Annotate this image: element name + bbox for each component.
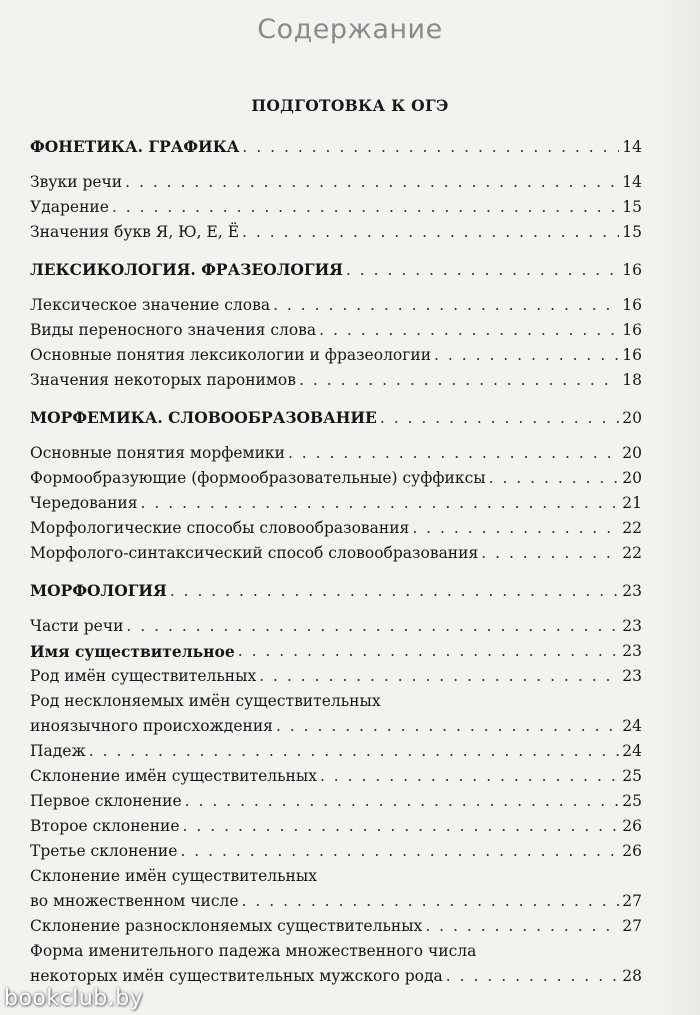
- toc-entry-text: Чередования: [30, 494, 138, 512]
- dot-leader: [288, 441, 619, 466]
- toc-entry[interactable]: [30, 343, 642, 368]
- toc-page-number: 14: [622, 138, 642, 156]
- toc-entry-text: Третье склонение: [30, 842, 178, 860]
- toc-page-number: 20: [622, 469, 642, 487]
- toc-page-number: 23: [622, 667, 642, 685]
- toc-page-number: 14: [622, 173, 642, 191]
- toc-entry[interactable]: [30, 764, 642, 789]
- toc-entry-text: Род имён существительных: [30, 667, 257, 685]
- dot-leader: [273, 293, 619, 318]
- toc-page-number: 16: [622, 261, 642, 279]
- toc-entry[interactable]: [30, 664, 642, 689]
- dot-leader: [380, 401, 619, 435]
- toc-page-number: 15: [622, 223, 642, 241]
- toc-entry-text: Морфологические способы словообразования: [30, 519, 410, 537]
- watermark-text: bookclub.by: [4, 986, 144, 1011]
- toc-entry-text: Значения букв Я, Ю, Е, Ё: [30, 223, 240, 241]
- dot-leader: [276, 714, 619, 739]
- toc-entry[interactable]: [30, 814, 642, 839]
- toc-entry-text-line2: иноязычного происхождения: [30, 717, 273, 735]
- toc-heading-text: МОРФЕМИКА. СЛОВООБРАЗОВАНИЕ: [30, 408, 377, 427]
- toc-entry[interactable]: [30, 789, 642, 814]
- dot-leader: [183, 814, 620, 839]
- toc-entry-text: Второе склонение: [30, 817, 180, 835]
- toc-page-number: 28: [622, 967, 642, 985]
- toc-page-number: 25: [622, 767, 642, 785]
- dot-leader: [242, 220, 619, 245]
- toc-entry-text-line1: Форма именительного падежа множественного числа: [30, 942, 477, 960]
- toc-entry[interactable]: [30, 220, 642, 245]
- toc-page-number: 23: [622, 617, 642, 635]
- page-title: Содержание: [257, 14, 443, 45]
- toc-section-morphology: [30, 574, 642, 989]
- toc-entry-text: Виды переносного значения слова: [30, 321, 317, 339]
- toc-entry[interactable]: [30, 541, 642, 566]
- toc-page-number: 26: [622, 842, 642, 860]
- toc-page-number: 21: [622, 494, 642, 512]
- dot-leader: [141, 491, 620, 516]
- dot-leader: [259, 664, 619, 689]
- dot-leader: [489, 466, 620, 491]
- toc-page-number: 23: [622, 582, 642, 600]
- toc-page-number: 27: [622, 917, 642, 935]
- toc-page-number: 24: [622, 717, 642, 735]
- toc-entry-text-line2: во множественном числе: [30, 892, 239, 910]
- dot-leader: [242, 130, 619, 164]
- toc-entry-multiline[interactable]: [30, 864, 642, 914]
- toc-entry[interactable]: [30, 441, 642, 466]
- toc-entry-text: Морфолого-синтаксический способ словообразования: [30, 544, 479, 562]
- toc-entry-text: Склонение имён существительных: [30, 767, 317, 785]
- toc-section-phonetics: [30, 130, 642, 245]
- toc-page-number: 20: [622, 444, 642, 462]
- toc-section-morphemics: [30, 401, 642, 566]
- dot-leader: [299, 368, 619, 393]
- toc-page-number: 22: [622, 519, 642, 537]
- toc-section-heading[interactable]: [30, 253, 642, 287]
- toc-page-number: 22: [622, 544, 642, 562]
- toc-page-number: 24: [622, 742, 642, 760]
- toc-entry-text-line1: Склонение имён существительных: [30, 867, 317, 885]
- toc-entry[interactable]: [30, 839, 642, 864]
- toc-entry-text: Формообразующие (формообразовательные) суффиксы: [30, 469, 486, 487]
- toc-page-number: 27: [622, 892, 642, 910]
- toc-entry-text: Звуки речи: [30, 173, 123, 191]
- dot-leader: [125, 170, 619, 195]
- toc-entry-text: Ударение: [30, 198, 109, 216]
- toc-page-number: 25: [622, 792, 642, 810]
- dot-leader: [126, 614, 619, 639]
- toc-page-number: 16: [622, 296, 642, 314]
- toc-entry-text: Падеж: [30, 742, 86, 760]
- toc-entry-text: Основные понятия лексикологии и фразеологии: [30, 346, 432, 364]
- toc-entry[interactable]: [30, 914, 642, 939]
- toc-entry-text: Первое склонение: [30, 792, 182, 810]
- toc-entry-text: Лексическое значение слова: [30, 296, 271, 314]
- table-of-contents: [30, 130, 642, 997]
- dot-leader: [89, 739, 620, 764]
- toc-entry[interactable]: [30, 614, 642, 639]
- toc-entry-text: Значения некоторых паронимов: [30, 371, 296, 389]
- toc-entry[interactable]: [30, 368, 642, 393]
- toc-entry-multiline[interactable]: [30, 939, 642, 989]
- page-edge-shadow: [654, 0, 700, 1015]
- toc-section-heading[interactable]: [30, 130, 642, 164]
- toc-page-number: 20: [622, 409, 642, 427]
- toc-heading-text: ФОНЕТИКА. ГРАФИКА: [30, 137, 240, 156]
- toc-heading-text: ЛЕКСИКОЛОГИЯ. ФРАЗЕОЛОГИЯ: [30, 260, 343, 279]
- dot-leader: [434, 343, 619, 368]
- dot-leader: [446, 964, 619, 989]
- toc-entry[interactable]: [30, 739, 642, 764]
- toc-page-number: 16: [622, 346, 642, 364]
- toc-page-number: 26: [622, 817, 642, 835]
- dot-leader: [112, 195, 619, 220]
- toc-heading-text: МОРФОЛОГИЯ: [30, 581, 167, 600]
- toc-entry-text: Части речи: [30, 617, 124, 635]
- toc-entry-text-line2: некоторых имён существительных мужского рода: [30, 967, 443, 985]
- toc-entry[interactable]: [30, 466, 642, 491]
- toc-page-number: 16: [622, 321, 642, 339]
- toc-entry-text: Склонение разносклоняемых существительных: [30, 917, 423, 935]
- toc-section-lexicology: [30, 253, 642, 393]
- toc-section-heading[interactable]: [30, 574, 642, 608]
- dot-leader: [180, 839, 619, 864]
- toc-entry-text: Имя существительное: [30, 642, 235, 661]
- dot-leader: [481, 541, 619, 566]
- toc-subheading-entry[interactable]: [30, 639, 642, 664]
- toc-page-number: 15: [622, 198, 642, 216]
- dot-leader: [170, 574, 620, 608]
- dot-leader: [412, 516, 619, 541]
- toc-section-heading[interactable]: [30, 401, 642, 435]
- dot-leader: [346, 253, 619, 287]
- toc-entry-text-line1: Род несклоняемых имён существительных: [30, 692, 381, 710]
- toc-page-number: 18: [622, 371, 642, 389]
- toc-entry-multiline[interactable]: [30, 689, 642, 739]
- toc-entry[interactable]: [30, 293, 642, 318]
- dot-leader: [319, 318, 619, 343]
- toc-entry[interactable]: [30, 516, 642, 541]
- toc-entry[interactable]: [30, 170, 642, 195]
- toc-entry-text: Основные понятия морфемики: [30, 444, 285, 462]
- dot-leader: [320, 764, 619, 789]
- toc-entry[interactable]: [30, 318, 642, 343]
- dot-leader: [242, 889, 620, 914]
- dot-leader: [425, 914, 619, 939]
- dot-leader: [185, 789, 620, 814]
- toc-page-number: 23: [622, 642, 642, 660]
- part-title: ПОДГОТОВКА К ОГЭ: [251, 96, 449, 115]
- toc-entry[interactable]: [30, 491, 642, 516]
- dot-leader: [238, 639, 620, 664]
- toc-entry[interactable]: [30, 195, 642, 220]
